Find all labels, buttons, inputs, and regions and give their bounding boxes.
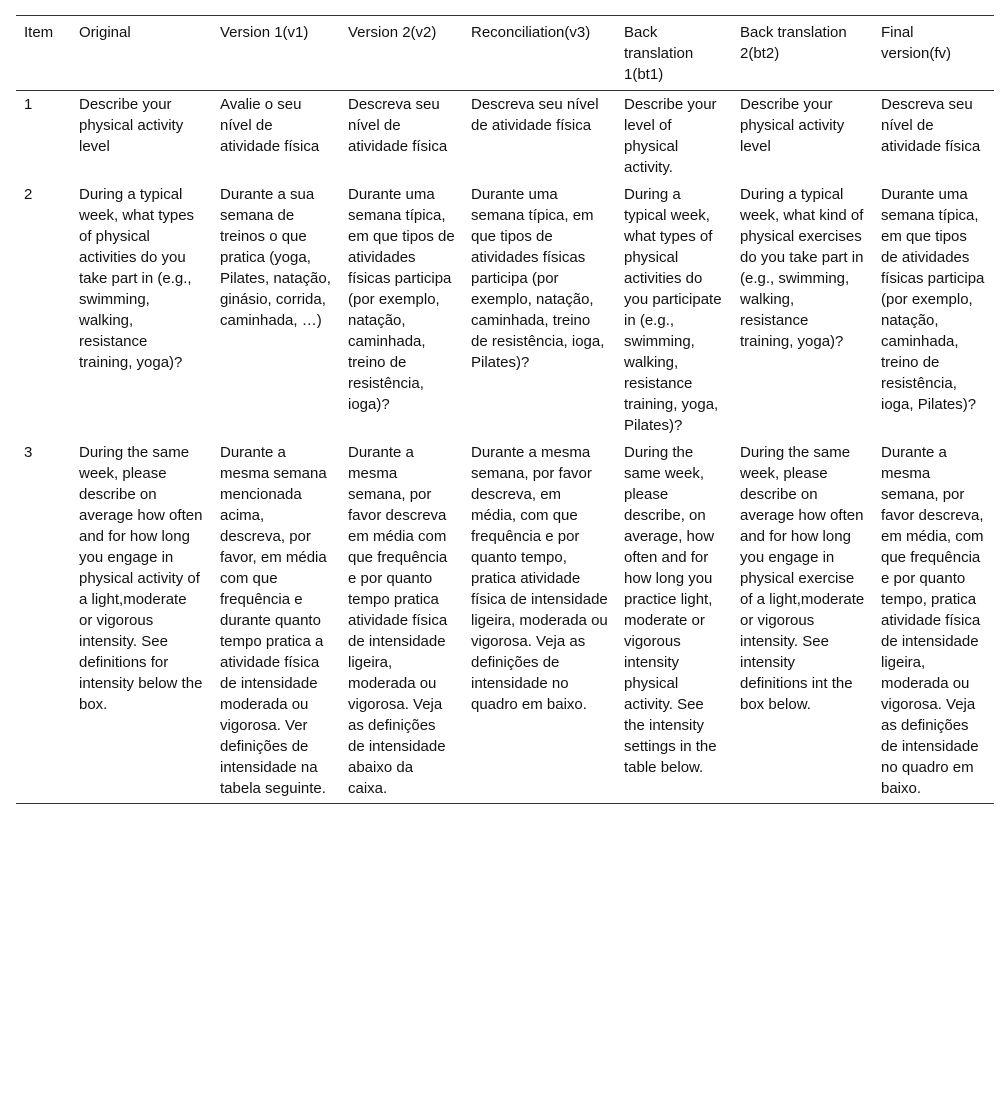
- cell-item: 1: [24, 96, 33, 113]
- cell-back-translation-2: During a typical week, what kind of physical exercises do you take part in (e.g., swimming, walking, resistance training, yoga)?: [740, 186, 864, 350]
- table-row: [16, 178, 994, 436]
- header-original: Original: [79, 24, 131, 41]
- header-reconciliation: Reconciliation(v3): [471, 24, 591, 41]
- header-back-translation-2: Back translation 2(bt2): [740, 24, 847, 62]
- header-item: Item: [24, 24, 54, 41]
- cell-back-translation-1: Describe your level of physical activity.: [624, 96, 717, 176]
- cell-reconciliation: Descreva seu nível de atividade física: [471, 96, 599, 134]
- table-header-row: [16, 16, 994, 91]
- cell-back-translation-1: During the same week, please describe, on average, how often and for how long you practice light, moderate or vigorous intensity physical activity. See the intensity settings in the table below.: [624, 444, 717, 776]
- cell-original: Describe your physical activity level: [79, 96, 184, 155]
- cell-final-version: Descreva seu nível de atividade física: [881, 96, 981, 155]
- cell-final-version: Durante a mesma semana, por favor descreva, em média, com que frequência e por quanto tempo, pratica atividade física de intensidade ligeira, moderada ou vigorosa. Veja as definições de intensidade no quadro em baixo.: [881, 444, 984, 797]
- header-final-version: Final version(fv): [881, 24, 952, 62]
- table-row: [16, 436, 994, 804]
- cell-back-translation-1: During a typical week, what types of physical activities do you participate in (e.g., swimming, walking, resistance training, yoga, Pilates)?: [624, 186, 722, 434]
- header-back-translation-1: Back translation 1(bt1): [624, 24, 694, 83]
- cell-reconciliation: Durante a mesma semana, por favor descreva, em média, com que frequência e por quanto tempo, pratica atividade física de intensidade ligeira, moderada ou vigorosa. Veja as definições de intensidade no quadro em baixo.: [471, 444, 608, 713]
- cell-back-translation-2: Describe your physical activity level: [740, 96, 845, 155]
- cell-reconciliation: Durante uma semana típica, em que tipos de atividades físicas participa (por exemplo, natação, caminhada, treino de resistência, ioga, Pilates)?: [471, 186, 605, 371]
- header-version-1: Version 1(v1): [220, 24, 309, 41]
- cell-version-2: Durante uma semana típica, em que tipos de atividades físicas participa (por exemplo, natação, caminhada, treino de resistência, ioga)?: [348, 186, 455, 413]
- cell-original: During a typical week, what types of physical activities do you take part in (e.g., swimming, walking, resistance training, yoga)?: [79, 186, 195, 371]
- cell-version-1: Avalie o seu nível de atividade física: [220, 96, 320, 155]
- cell-version-1: Durante a sua semana de treinos o que pratica (yoga, Pilates, natação, ginásio, corrida, caminhada, …): [220, 186, 331, 329]
- translation-table: [16, 15, 994, 804]
- cell-item: 2: [24, 186, 33, 203]
- cell-version-2: Descreva seu nível de atividade física: [348, 96, 448, 155]
- cell-item: 3: [24, 444, 33, 461]
- cell-version-1: Durante a mesma semana mencionada acima, descreva, por favor, em média com que frequência e durante quanto tempo pratica a atividade física de intensidade moderada ou vigorosa. Ver definições de intensidade na tabela seguinte.: [220, 444, 327, 797]
- translation-table-container: [16, 15, 994, 804]
- cell-final-version: Durante uma semana típica, em que tipos de atividades físicas participa (por exemplo, natação, caminhada, treino de resistência, ioga, Pilates)?: [881, 186, 985, 413]
- cell-original: During the same week, please describe on average how often and for how long you engage in physical activity of a light,moderate or vigorous intensity. See definitions for intensity below the box.: [79, 444, 203, 713]
- cell-back-translation-2: During the same week, please describe on average how often and for how long you engage in physical exercise of a light,moderate or vigorous intensity. See intensity definitions int the box below.: [740, 444, 865, 713]
- header-version-2: Version 2(v2): [348, 24, 437, 41]
- table-row: [16, 91, 994, 179]
- cell-version-2: Durante a mesma semana, por favor descreva em média com que frequência e por quanto tempo pratica atividade física de intensidade ligeira, moderada ou vigorosa. Veja as definições de intensidade abaixo da caixa.: [348, 444, 448, 797]
